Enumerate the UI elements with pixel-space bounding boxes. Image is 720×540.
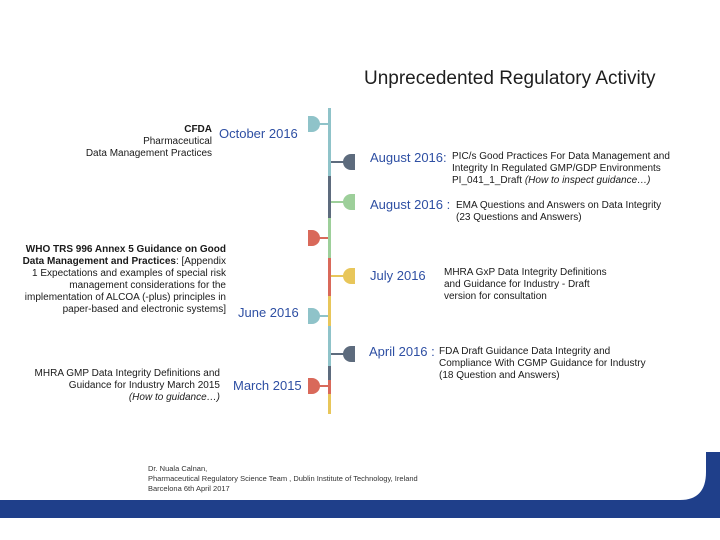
event-cfda-date: October 2016 [219,126,298,141]
event-fda-date: April 2016 : [369,344,435,359]
event-ema-label: EMA Questions and Answers on Data Integrity (23 Questions and Answers) [456,200,662,223]
event-mhra-gxp-label: MHRA GxP Data Integrity Definitions and Guidance for Industry - Draft version for consultation [444,267,607,302]
spine-segment-teal-2 [328,326,331,366]
spine-segment-green [328,218,331,258]
spine-segment-red [328,258,331,296]
spine-segment-slate [328,176,331,218]
spine-segment-slate-2 [328,366,331,380]
footer-author: Dr. Nuala Calnan, [148,464,208,473]
event-mhra-gmp-label: MHRA GMP Data Integrity Definitions and Guidance for Industry March 2015 (How to guidance…) [34,368,220,403]
event-march-2015-date: March 2015 [233,378,302,393]
footer-corner-swoosh [650,452,720,518]
event-ema-date: August 2016 : [370,197,451,212]
spine-segment-red-2 [328,380,331,394]
spine-segment-teal [328,108,331,176]
slide-title: Unprecedented Regulatory Activity [364,68,656,89]
event-june-2016-date: June 2016 [238,305,299,320]
footer-event: Barcelona 6th April 2017 [148,484,230,493]
footer-bar [0,500,720,518]
spine-segment-yellow-2 [328,394,331,414]
event-pics-label: PIC/s Good Practices For Data Management and Integrity In Regulated GMP/GDP Environments PI_041_1_Draft (How to inspect guidance…) [452,151,670,186]
event-cfda-label: CFDA Pharmaceutical Data Management Practices [85,124,212,159]
footer-credits [148,464,418,494]
spine-segment-yellow [328,296,331,326]
event-fda-label: FDA Draft Guidance Data Integrity and Compliance With CGMP Guidance for Industry (18 Question and Answers) [439,346,646,381]
event-pics-date: August 2016: [370,150,447,165]
event-mhra-gxp-date: July 2016 [370,268,426,283]
footer-team: Pharmaceutical Regulatory Science Team , Dublin Institute of Technology, Ireland [148,474,418,483]
event-who-label: WHO TRS 996 Annex 5 Guidance on Good Data Management and Practices: [Appendix 1 Expectations and examples of special risk management considerations for the implementation of ALCOA (-plus) principles in paper-based and electronic systems] [22,244,226,315]
